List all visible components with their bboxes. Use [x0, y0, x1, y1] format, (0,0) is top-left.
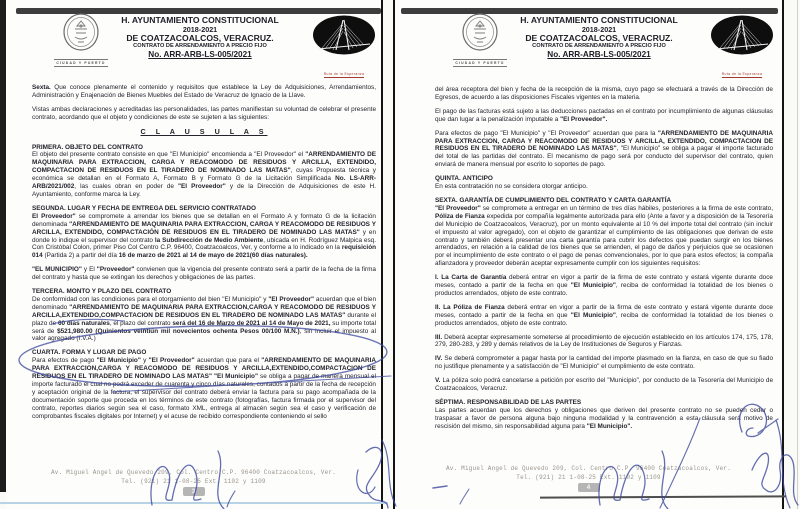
header-line-2: 2018-2021 [182, 24, 218, 34]
header-line-3: DE COATZACOALCOS, VERACRUZ. [126, 32, 274, 43]
header-line-4: CONTRATO DE ARRENDAMIENTO A PRECIO FIJO [133, 43, 267, 49]
page-number-badge: 3 [183, 487, 205, 496]
footer-address: Av. Miguel Angel de Quevedo 209, Col. Centro C.P. 96400 Coatzacoalcos, Ver. [445, 465, 732, 472]
contract-number: No. ARR-ARB-LS-005/2021 [148, 49, 252, 59]
header-line-4: CONTRATO DE ARRENDAMIENTO A PRECIO FIJO [532, 43, 666, 49]
requisito-3: III. Deberá aceptar expresamente someterse al procedimiento de ejecución establecido en los artículos 174, 175, 178, 279, 280-283, y 289 y demás relativos de la Ley de Instituciones de Seguros y Fianzas. [435, 333, 773, 349]
document-header [500, 16, 698, 60]
heading-septima: SÉPTIMA. RESPONSABILIDAD DE LAS PARTES [435, 399, 582, 406]
page-number-badge: 4 [578, 483, 600, 492]
bridge-logo-caption: Ruta de la Esperanza [721, 72, 763, 76]
clause-sexta-body: "El Proveedor" se compromete a entregar en un término de tres días hábiles, posteriores a la firma de este contrato, Póliza de Fianza expedida por compañía legalmente autorizada para ello (Ante a favor y a disposición de la Tesorería del Municipio de Coatzacoalcos, Veracruz), por un monto equivalente al 10 % del importe total del contrato (sin incluir el impuesto al valor agregado), con el objeto de garantizar el cumplimiento de las obligaciones que derivan de este contrato y también deberá presentar una carta garantía para cubrir los defectos que puedan surgir en los bienes arrendados, en relación a la calidad de los bienes que se arrienden, el pago de daños y perjuicios que se ocasionen por el incumplimiento de este contrato o el pago de penas convencionales, por lo que para estos efectos; la compaña afianzadora y proveedor deberán aceptar expresamente cumplir con los siguientes requisitos: [435, 204, 774, 268]
clause-cuarta-continuacion: del área receptora del bien y fecha de la recepción de la misma, cuyo pago se efectuará a través de la Dirección de Egresos, de acuerdo a las disposiciones Fiscales vigentes en la materia. [435, 86, 773, 101]
page4-body [435, 86, 773, 437]
contract-page-3 [6, 0, 383, 509]
page3-footer [6, 469, 381, 497]
header-line-3: DE COATZACOALCOS, VERACRUZ. [525, 32, 673, 43]
requisito-4: IV. Se deberá comprometer a pagar hasta por la cantidad del importe plasmado en la fianza, en caso de que su fiado no justifique plenamente y a satisfacción de "El Municipio" el cumplimiento de este contrato. [435, 355, 773, 371]
heading-quinta: QUINTA. ANTICIPO [435, 175, 493, 183]
clause-quinta-body: En esta contratación no se considera otorgar anticipo. [435, 183, 588, 191]
bridge-logo-icon [312, 15, 376, 57]
heading-primera: PRIMERA. OBJETO DEL CONTRATO [32, 143, 144, 151]
clause-segunda-body: El Proveedor" se compromete a arrendar los bienes que se detallan en el Formato A y formato G de la licitación denominada "ARRENDAMIENTO DE MAQUINARIA PARA EXTRACCION, CARGA Y REACOMODO DE RESIDUOS Y ARCILLA, EXTENDIDO, COMPACTACIÓN DE RESIDUOS EN EL TIRADERO DE NOMINADO LAS MATAS" y en donde lo indique el supervisor del contrato la Subdirección de Medio Ambiente, ubicada en H. Rodríguez Malpica esq. Con Cristóbal Colon, primer Piso Col Centro C.P. 96400, Coatzacoalcos, Ver, y conforme a lo indicado en la requisición 014 (Partida 2) a partir del día 16 de marzo de 2021 al 14 de mayo de 2021(60 días naturales). [32, 212, 377, 260]
city-seal-icon [453, 13, 507, 71]
clause-primera-body: El objeto del presente contrato consiste en que "El Municipio" encomienda a "El Proveedor" el "ARRENDAMIENTO DE MAQUINARIA PARA EXTRACCION, CARGA Y REACOMODO DE RESIDUOS Y ARCILLA, EXTENDIDO, COMPACTACION DE RESIDUOS EN EL TIRADERO DE NOMINADO LAS MATAS", cuyas Propuesta técnica y económica se detallan en el Formato A, Formato B y Formato G de la Licitación Simplificada No. LS-ARR-ARB/2021/002, las cuales obran en poder de "El Proveedor" y de la Dirección de Adquisiciones de este H. Ayuntamiento, conforme marca la Ley. [32, 151, 377, 198]
clause-para-efectos: Para efectos de pago "El Municipio" y "El Proveedor" acuerdan que para la "ARRENDAMIENTO DE MAQUINARIA PARA EXTRACCION, CARGA Y REACOMODO DE RESIDUOS Y ARCILLA, EXTENDIDO, COMPACTACION DE RESIDUOS EN EL TIRADERO DE NOMINADO LAS MATAS", "El Municipio" se obliga a pagar el importe facturado del total de las partidas del contrato. El mecanismo de pago será por conducto del supervisor del contrato, quien enviará de manera mensual por escrito lo soportes de pago. [435, 129, 774, 169]
seal-caption: CIUDAD Y PUERTO [453, 59, 507, 67]
crest-icon [60, 13, 102, 53]
bridge-logo-caption: Ruta de la Esperanza [323, 72, 365, 76]
header-line-1: H. AYUNTAMIENTO CONSTITUCIONAL [121, 15, 279, 25]
heading-segunda: SEGUNDA. LUGAR Y FECHA DE ENTREGA DEL SERVICIO CONTRATADO [32, 204, 256, 212]
seal-dots: · · · · · · · · [458, 66, 502, 70]
clause-septima-body: Las partes acuerdan que los derechos y obligaciones que deriven del presente contrato no se pueden ceder o traspasar a favor de persona alguna bajo ninguna modalidad y la contravención a esta cláusula será motivo de rescisión del mismo, sin responsabilidad alguna para "El Municipio". [435, 406, 773, 430]
bridge-logo-icon [710, 15, 774, 57]
bridge-logo [311, 15, 377, 80]
clause-tercera-body: De conformidad con las condiciones para el otorgamiento del bien "El Municipio" y "El Proveedor" acuerdan que el bien denominado "ARRENDAMIENTO DE MAQUINARIA PARA EXTRACCION,CARGA Y REACOMODO DE RESIDUOS Y ARCILLA,EXTENDIDO,COMPACTACION DE RESIDUOS EN EL TIRADERO DE NOMINADO LAS MATAS" durante el plazo de 60 días naturales, el plazo del contrato será del 16 de Marzo de 2021 al 14 de Mayo de 2021, su importe total será de $521,980.00 (Quinientos veintiún mil novecientos ochenta Pesos 00/100 M.N.), sin incluir el impuesto al valor agregado (I.V.A.) [32, 295, 377, 343]
seal-dots: · · · · · · · · [59, 66, 103, 70]
clause-sexta-declaracion: Sexta. Que conoce plenamente el contenido y requisitos que establece la Ley de Adquisiciones, Arrendamientos, Administración y Enajenación de Bienes Muebles del Estado de Veracruz de Ignacio de la Llave. [32, 84, 376, 99]
footer-phone: Tel. (921) 21 1-08-25 Ext. 1102 y 1109 [516, 473, 661, 481]
seal-caption: CIUDAD Y PUERTO [54, 59, 108, 67]
heading-cuarta: CUARTA. FORMA Y LUGAR DE PAGO [32, 349, 147, 357]
footer-address: Av. Miguel Angel de Quevedo 209, Col. Centro C.P. 96400 Coatzacoalcos, Ver. [50, 469, 337, 476]
requisito-5: V. La póliza solo podrá cancelarse a petición por escrito del "Municipio", por conducto de la Tesorería del Municipio de Coatzacoalcos, Veracruz. [435, 377, 773, 393]
page3-body [32, 84, 376, 427]
bridge-logo [709, 15, 775, 80]
document-header [101, 16, 299, 60]
page4-footer [395, 465, 782, 493]
scan-edge-faint-line [797, 0, 798, 509]
scan-bottom-line-left [0, 502, 388, 504]
requisito-2: II. La Póliza de Fianza deberá entrar en vigor a partir de la firma de este contrato y estará vigente durante doce meses, contado a partir de la fecha en que "El Municipio", reciba de conformidad la totalidad de los bienes o productos arrendados, objeto de este contrato. [435, 303, 773, 327]
contract-number: No. ARR-ARB-LS-005/2021 [547, 49, 651, 59]
clause-vigencia: "EL MUNICIPIO" y El "Proveedor" convienen que la vigencia del presente contrato será a partir de la fecha de la firma del contrato y hasta que se extingan los derechos y obligaciones de las partes. [32, 266, 376, 282]
heading-tercera: TERCERA. MONTO Y PLAZO DEL CONTRATO [32, 288, 172, 296]
city-seal-icon [54, 13, 108, 71]
clause-pago-facturas: El pago de las facturas está sujeto a las deducciones pactadas en el contrato por incumplimiento de algunas cláusulas que dan lugar a la penalización imputable a "El Proveedor". [435, 107, 773, 123]
heading-sexta: SEXTA. GARANTÍA DE CUMPLIMIENTO DEL CONTRATO Y CARTA GARANTÍA [435, 196, 672, 204]
footer-phone: Tel. (921) 21 1-08-25 Ext. 1102 y 1109 [121, 477, 266, 485]
clause-vistas: Vistas ambas declaraciones y acreditadas las personalidades, las partes manifiestan su voluntad de celebrar el presente contrato, acordando que el objeto y condiciones de este se sujeten a las siguientes: [32, 105, 376, 121]
crest-icon [459, 13, 501, 53]
header-line-2: 2018-2021 [581, 24, 617, 34]
requisito-1: I. La Carta de Garantía deberá entrar en vigor a partir de la firma de este contrato y estará vigente durante doce meses, contado a partir de la fecha en que "El Municipio", reciba de conformidad la totalidad de los bienes o productos arrendados, objeto de este contrato. [435, 274, 773, 297]
clause-cuarta-body: Para efectos de pago "El Municipio" y "El Proveedor" acuerdan que para el "ARRENDAMIENTO DE MAQUINARIA PARA EXTRACCION,CARGA Y REACOMODO DE RESIDUOS Y ARCILLA,EXTENDIDO,COMPACTACION DE RESIDUOS EN EL TIRADERO DE NOMINADO LAS MATAS" "El Municipio" se obliga a pagar de manera mensual el importe facturado el cual no podrá exceder de cuarenta y cinco días naturales, contados a partir de la fecha de recepción y aceptación original de la factura, el supervisor del contrato deberá enviar la factura para su pago acompañada de la documentación soporte que proceda en los términos de este contrato (fotografías, factura firmada por el supervisor del contrato, reportes diarios según sea el caso, formato XML, entrega al almacén según sea el caso y verificación de comprobantes fiscales digitales por Internet) y el acuse de recibido correspondiente conteniendo el sello [32, 357, 376, 420]
clausulas-title: C L A U S U L A S [140, 126, 268, 136]
contract-page-4 [393, 0, 784, 509]
header-line-1: H. AYUNTAMIENTO CONSTITUCIONAL [520, 15, 678, 25]
